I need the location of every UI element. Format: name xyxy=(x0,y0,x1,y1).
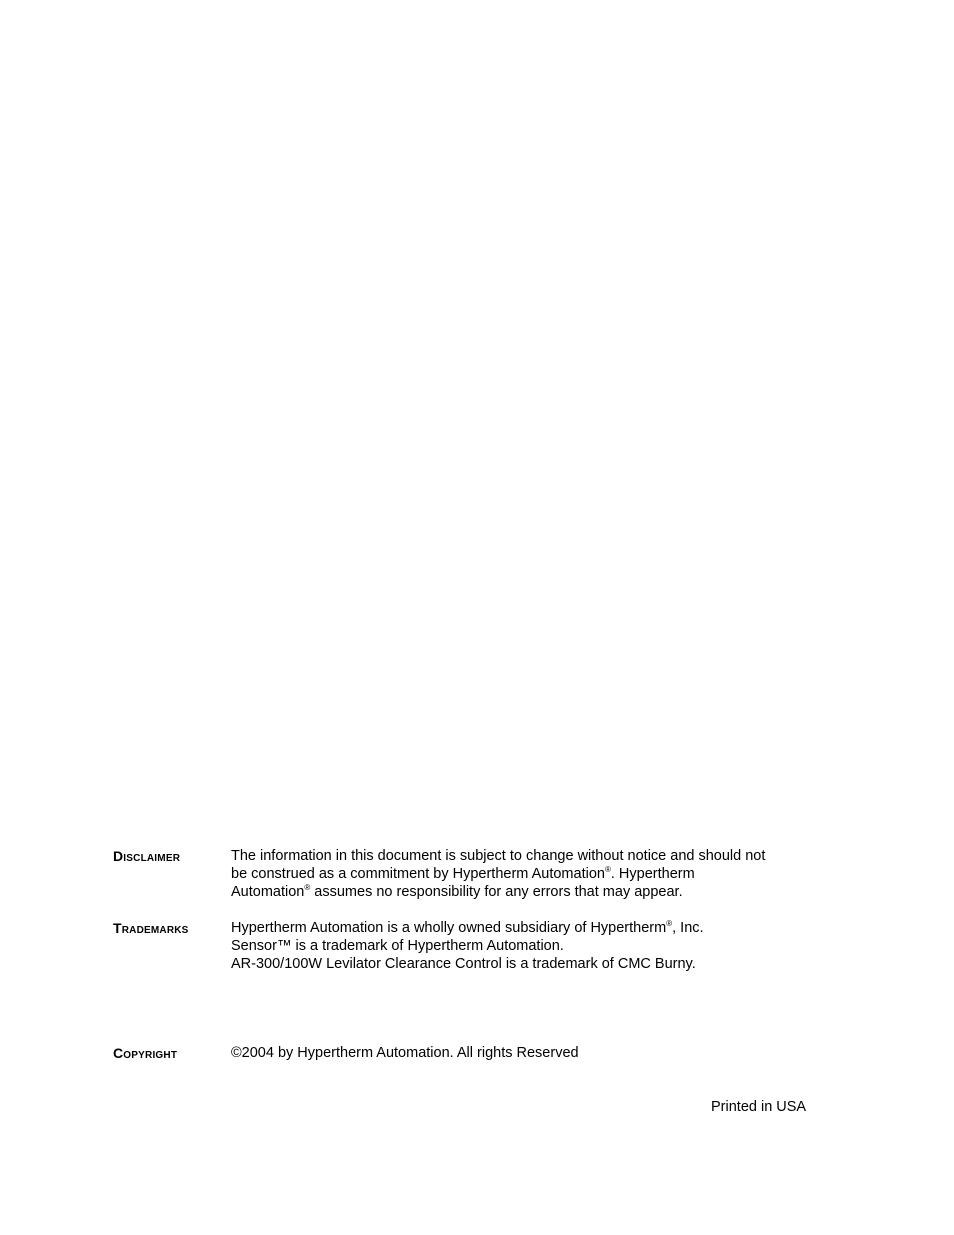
registered-mark: ® xyxy=(666,919,673,928)
disclaimer-line-3-text: Automation xyxy=(231,884,305,900)
copyright-text xyxy=(231,1044,821,1062)
disclaimer-heading: Disclaimer xyxy=(113,848,181,864)
trademarks-line-2: Sensor™ is a trademark of Hypertherm Automation. xyxy=(231,938,564,954)
trademarks-line-1-tail: , Inc. xyxy=(672,920,704,936)
trademarks-text xyxy=(231,919,821,973)
disclaimer-line-1: The information in this document is subject to change without notice and should not xyxy=(231,848,766,864)
registered-mark: ® xyxy=(304,883,311,892)
copyright-heading: Copyright xyxy=(113,1045,178,1061)
trademarks-line-1 xyxy=(231,919,821,937)
disclaimer-line-3-tail: assumes no responsibility for any errors that may appear. xyxy=(310,884,683,900)
trademarks-heading: Trademarks xyxy=(113,920,189,936)
disclaimer-line-2-text: be construed as a commitment by Hypertherm Automation xyxy=(231,866,605,882)
trademarks-line-3: AR-300/100W Levilator Clearance Control is a trademark of CMC Burny. xyxy=(231,956,696,972)
disclaimer-text xyxy=(231,847,821,901)
disclaimer-line-2 xyxy=(231,865,821,883)
copyright-line: ©2004 by Hypertherm Automation. All rights Reserved xyxy=(231,1045,579,1061)
trademarks-line-1-text: Hypertherm Automation is a wholly owned subsidiary of Hypertherm xyxy=(231,920,667,936)
disclaimer-line-2-tail: . Hypertherm xyxy=(610,866,695,882)
registered-mark: ® xyxy=(604,865,611,874)
disclaimer-line-3 xyxy=(231,883,821,901)
printed-in-usa: Printed in USA xyxy=(711,1099,807,1115)
